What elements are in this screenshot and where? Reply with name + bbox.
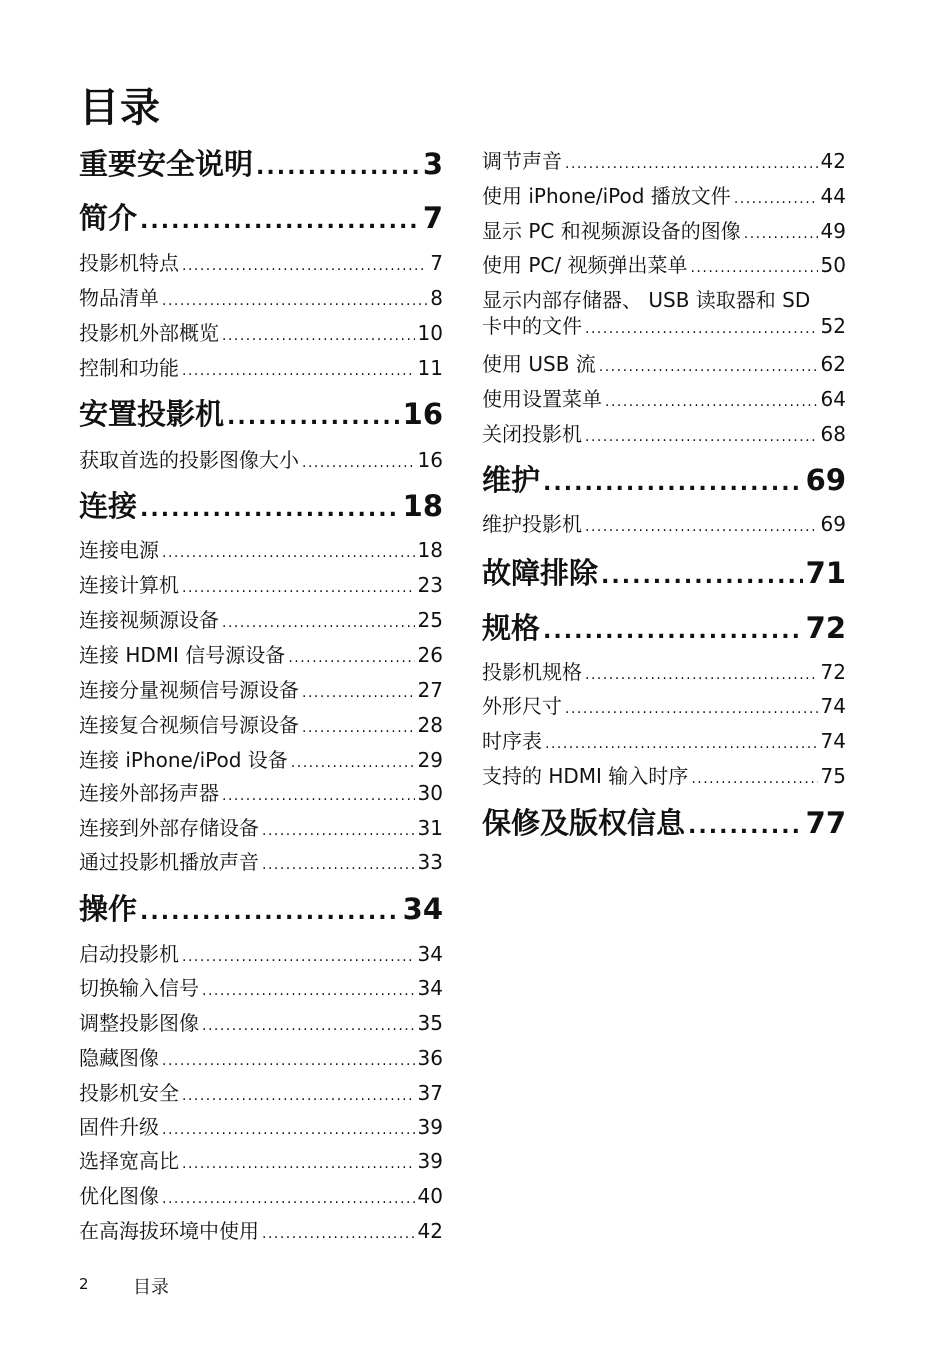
toc-page-number: 10: [417, 321, 443, 345]
toc-entry-label: 获取首选的投影图像大小: [79, 448, 299, 472]
dot-leader: [585, 514, 818, 540]
toc-page-number: 50: [820, 253, 846, 277]
toc-page-number: 8: [430, 286, 443, 310]
toc-page-number: 29: [417, 748, 443, 772]
toc-section-entry[interactable]: [482, 386, 846, 415]
toc-entry-label: 连接 HDMI 信号源设备: [79, 643, 286, 667]
toc-section-entry[interactable]: [79, 747, 443, 776]
toc-page-number: 18: [402, 489, 443, 523]
dot-leader: [182, 1151, 415, 1177]
toc-page-number: 72: [820, 660, 846, 684]
toc-entry-label: 通过投影机播放声音: [79, 850, 259, 874]
toc-entry-label: 隐藏图像: [79, 1046, 159, 1070]
toc-section-entry[interactable]: [482, 351, 846, 380]
toc-entry-label: 连接视频源设备: [79, 608, 219, 632]
toc-section-entry[interactable]: [79, 849, 443, 878]
toc-section-entry[interactable]: [79, 447, 443, 476]
toc-entry-label: 调节声音: [482, 149, 562, 173]
toc-section-entry[interactable]: [79, 1183, 443, 1212]
dot-leader: [545, 731, 818, 757]
toc-page-number: 27: [417, 678, 443, 702]
dot-leader: [288, 645, 414, 671]
dot-leader: [182, 358, 415, 384]
toc-page-number: 28: [417, 713, 443, 737]
toc-page-number: 30: [417, 781, 443, 805]
toc-section-entry[interactable]: [79, 1010, 443, 1039]
toc-page-number: 23: [417, 573, 443, 597]
dot-leader: [262, 818, 415, 844]
toc-page-number: 11: [417, 356, 443, 380]
toc-section-entry[interactable]: [482, 763, 846, 792]
dot-leader: [601, 559, 803, 595]
toc-page-number: 44: [820, 184, 846, 208]
toc-entry-label: 显示内部存储器、 USB 读取器和 SD: [482, 288, 811, 312]
toc-section-entry[interactable]: [482, 218, 846, 247]
dot-leader: [162, 288, 427, 314]
toc-entry-label: 操作: [79, 892, 138, 926]
toc-page-number: 34: [417, 976, 443, 1000]
toc-page-number: 77: [805, 806, 846, 840]
dot-leader: [140, 492, 400, 528]
dot-leader: [202, 1013, 415, 1039]
toc-section-entry[interactable]: [79, 941, 443, 970]
toc-page-number: 3: [422, 147, 443, 181]
dot-leader: [302, 680, 415, 706]
toc-entry-label: 使用 iPhone/iPod 播放文件: [482, 184, 731, 208]
toc-section-entry[interactable]: [79, 537, 443, 566]
toc-page-number: 71: [805, 556, 846, 590]
toc-entry-label: 连接复合视频信号源设备: [79, 713, 299, 737]
toc-page-number: 18: [417, 538, 443, 562]
dot-leader: [222, 323, 415, 349]
toc-entry-label: 保修及版权信息: [482, 806, 686, 840]
dot-leader: [585, 662, 818, 688]
toc-entry-label: 选择宽高比: [79, 1149, 179, 1173]
toc-chapter-entry[interactable]: [79, 488, 443, 528]
dot-leader: [140, 204, 420, 240]
toc-page-number: 34: [417, 942, 443, 966]
toc-page-number: 7: [422, 201, 443, 235]
toc-chapter-entry[interactable]: [79, 146, 443, 186]
dot-leader: [162, 1048, 415, 1074]
toc-section-entry[interactable]: [79, 320, 443, 349]
dot-leader: [585, 424, 818, 450]
toc-page-number: 74: [820, 729, 846, 753]
dot-leader: [182, 575, 415, 601]
toc-section-entry[interactable]: [79, 572, 443, 601]
dot-leader: [182, 253, 427, 279]
toc-chapter-entry[interactable]: [482, 555, 846, 595]
toc-page-number: 64: [820, 387, 846, 411]
toc-entry-label: 调整投影图像: [79, 1011, 199, 1035]
toc-entry-label: 连接: [79, 489, 138, 523]
toc-section-entry[interactable]: [79, 1045, 443, 1074]
toc-entry-label: 卡中的文件: [482, 314, 582, 338]
dot-leader: [565, 696, 818, 722]
footer-page-number: 2: [79, 1275, 89, 1293]
toc-entry-label: 关闭投影机: [482, 422, 582, 446]
toc-entry-label: 投影机安全: [79, 1081, 179, 1105]
dot-leader: [256, 150, 420, 186]
dot-leader: [565, 151, 818, 177]
toc-entry-label: 外形尺寸: [482, 694, 562, 718]
toc-section-entry[interactable]: [482, 287, 846, 342]
toc-chapter-entry[interactable]: [79, 396, 443, 436]
toc-chapter-entry[interactable]: [482, 805, 846, 845]
toc-entry-label: 物品清单: [79, 286, 159, 310]
toc-section-entry[interactable]: [79, 1080, 443, 1109]
toc-entry-label: 重要安全说明: [79, 147, 254, 181]
toc-entry-label: 支持的 HDMI 输入时序: [482, 764, 689, 788]
toc-entry-label: 投影机规格: [482, 660, 582, 684]
dot-leader: [691, 766, 817, 792]
toc-entry-label: 连接分量视频信号源设备: [79, 678, 299, 702]
dot-leader: [744, 221, 818, 247]
toc-chapter-entry[interactable]: [482, 610, 846, 650]
dot-leader: [605, 389, 818, 415]
toc-entry-label: 控制和功能: [79, 356, 179, 380]
toc-section-entry[interactable]: [482, 511, 846, 540]
footer-section-label: 目录: [133, 1277, 169, 1298]
toc-page-number: 31: [417, 816, 443, 840]
toc-section-entry[interactable]: [79, 285, 443, 314]
toc-section-entry[interactable]: [79, 975, 443, 1004]
toc-section-entry[interactable]: [482, 148, 846, 177]
toc-chapter-entry[interactable]: [79, 891, 443, 931]
toc-page-number: 35: [417, 1011, 443, 1035]
toc-section-entry[interactable]: [482, 693, 846, 722]
toc-page-number: 7: [430, 251, 443, 275]
toc-entry-label: 简介: [79, 201, 138, 235]
dot-leader: [162, 1117, 415, 1143]
dot-leader: [182, 944, 415, 970]
toc-page-number: 26: [417, 643, 443, 667]
dot-leader: [182, 1083, 415, 1109]
toc-entry-label: 维护投影机: [482, 512, 582, 536]
toc-section-entry[interactable]: [79, 815, 443, 844]
toc-section-entry[interactable]: [79, 1218, 443, 1247]
toc-section-entry[interactable]: [482, 252, 846, 281]
toc-page-number: 37: [417, 1081, 443, 1105]
toc-page-number: 39: [417, 1149, 443, 1173]
toc-entry-label: 连接电源: [79, 538, 159, 562]
toc-chapter-entry[interactable]: [79, 200, 443, 240]
toc-page-number: 75: [820, 764, 846, 788]
toc-section-entry[interactable]: [79, 677, 443, 706]
dot-leader: [302, 715, 415, 741]
toc-page-number: 42: [820, 149, 846, 173]
toc-page-number: 40: [417, 1184, 443, 1208]
toc-section-entry[interactable]: [79, 1148, 443, 1177]
toc-entry-label: 维护: [482, 463, 541, 497]
toc-entry-label: 连接到外部存储设备: [79, 816, 259, 840]
dot-leader: [585, 316, 818, 342]
toc-page-number: 72: [805, 611, 846, 645]
dot-leader: [688, 809, 803, 845]
toc-page-number: 25: [417, 608, 443, 632]
toc-entry-label: 时序表: [482, 729, 542, 753]
toc-page-number: 69: [820, 512, 846, 536]
toc-page-number: 74: [820, 694, 846, 718]
toc-page-number: 62: [820, 352, 846, 376]
toc-entry-label: 故障排除: [482, 556, 599, 590]
toc-entry-label: 固件升级: [79, 1115, 159, 1139]
toc-page-number: 52: [820, 314, 846, 338]
toc-entry-label: 投影机外部概览: [79, 321, 219, 345]
toc-section-entry[interactable]: [79, 607, 443, 636]
dot-leader: [227, 400, 400, 436]
toc-entry-label: 显示 PC 和视频源设备的图像: [482, 219, 741, 243]
toc-entry-label: 优化图像: [79, 1184, 159, 1208]
toc-entry-label: 安置投影机: [79, 397, 225, 431]
toc-entry-label: 连接外部扬声器: [79, 781, 219, 805]
dot-leader: [140, 895, 400, 931]
toc-section-entry[interactable]: [79, 642, 443, 671]
page-title: 目录: [79, 85, 161, 131]
toc-entry-label: 在高海拔环境中使用: [79, 1219, 259, 1243]
toc-page-number: 16: [417, 448, 443, 472]
toc-page-number: 68: [820, 422, 846, 446]
toc-section-entry[interactable]: [79, 1114, 443, 1143]
dot-leader: [690, 255, 817, 281]
toc-entry-label: 切换输入信号: [79, 976, 199, 1000]
toc-section-entry[interactable]: [79, 250, 443, 279]
toc-entry-label: 启动投影机: [79, 942, 179, 966]
toc-entry-label: 规格: [482, 611, 541, 645]
toc-page-number: 16: [402, 397, 443, 431]
toc-page-number: 36: [417, 1046, 443, 1070]
dot-leader: [734, 186, 818, 212]
dot-leader: [202, 978, 415, 1004]
toc-entry-label: 连接 iPhone/iPod 设备: [79, 748, 288, 772]
toc-page-number: 49: [820, 219, 846, 243]
toc-entry-label: 连接计算机: [79, 573, 179, 597]
toc-page-number: 39: [417, 1115, 443, 1139]
dot-leader: [599, 354, 818, 380]
dot-leader: [222, 783, 415, 809]
dot-leader: [302, 450, 415, 476]
toc-entry-label: 投影机特点: [79, 251, 179, 275]
toc-section-entry[interactable]: [482, 183, 846, 212]
toc-chapter-entry[interactable]: [482, 462, 846, 502]
toc-section-entry[interactable]: [482, 659, 846, 688]
dot-leader: [291, 750, 415, 776]
toc-entry-label: 使用 USB 流: [482, 352, 596, 376]
toc-section-entry[interactable]: [482, 421, 846, 450]
dot-leader: [262, 852, 415, 878]
toc-entry-label: 使用设置菜单: [482, 387, 602, 411]
toc-section-entry[interactable]: [79, 780, 443, 809]
dot-leader: [222, 610, 415, 636]
toc-section-entry[interactable]: [482, 728, 846, 757]
toc-page-number: 33: [417, 850, 443, 874]
dot-leader: [162, 540, 415, 566]
toc-section-entry[interactable]: [79, 712, 443, 741]
dot-leader: [162, 1186, 415, 1212]
dot-leader: [543, 466, 803, 502]
dot-leader: [543, 614, 803, 650]
toc-page-number: 42: [417, 1219, 443, 1243]
toc-section-entry[interactable]: [79, 355, 443, 384]
dot-leader: [262, 1221, 415, 1247]
toc-page-number: 34: [402, 892, 443, 926]
toc-entry-label: 使用 PC/ 视频弹出菜单: [482, 253, 688, 277]
toc-page-number: 69: [805, 463, 846, 497]
